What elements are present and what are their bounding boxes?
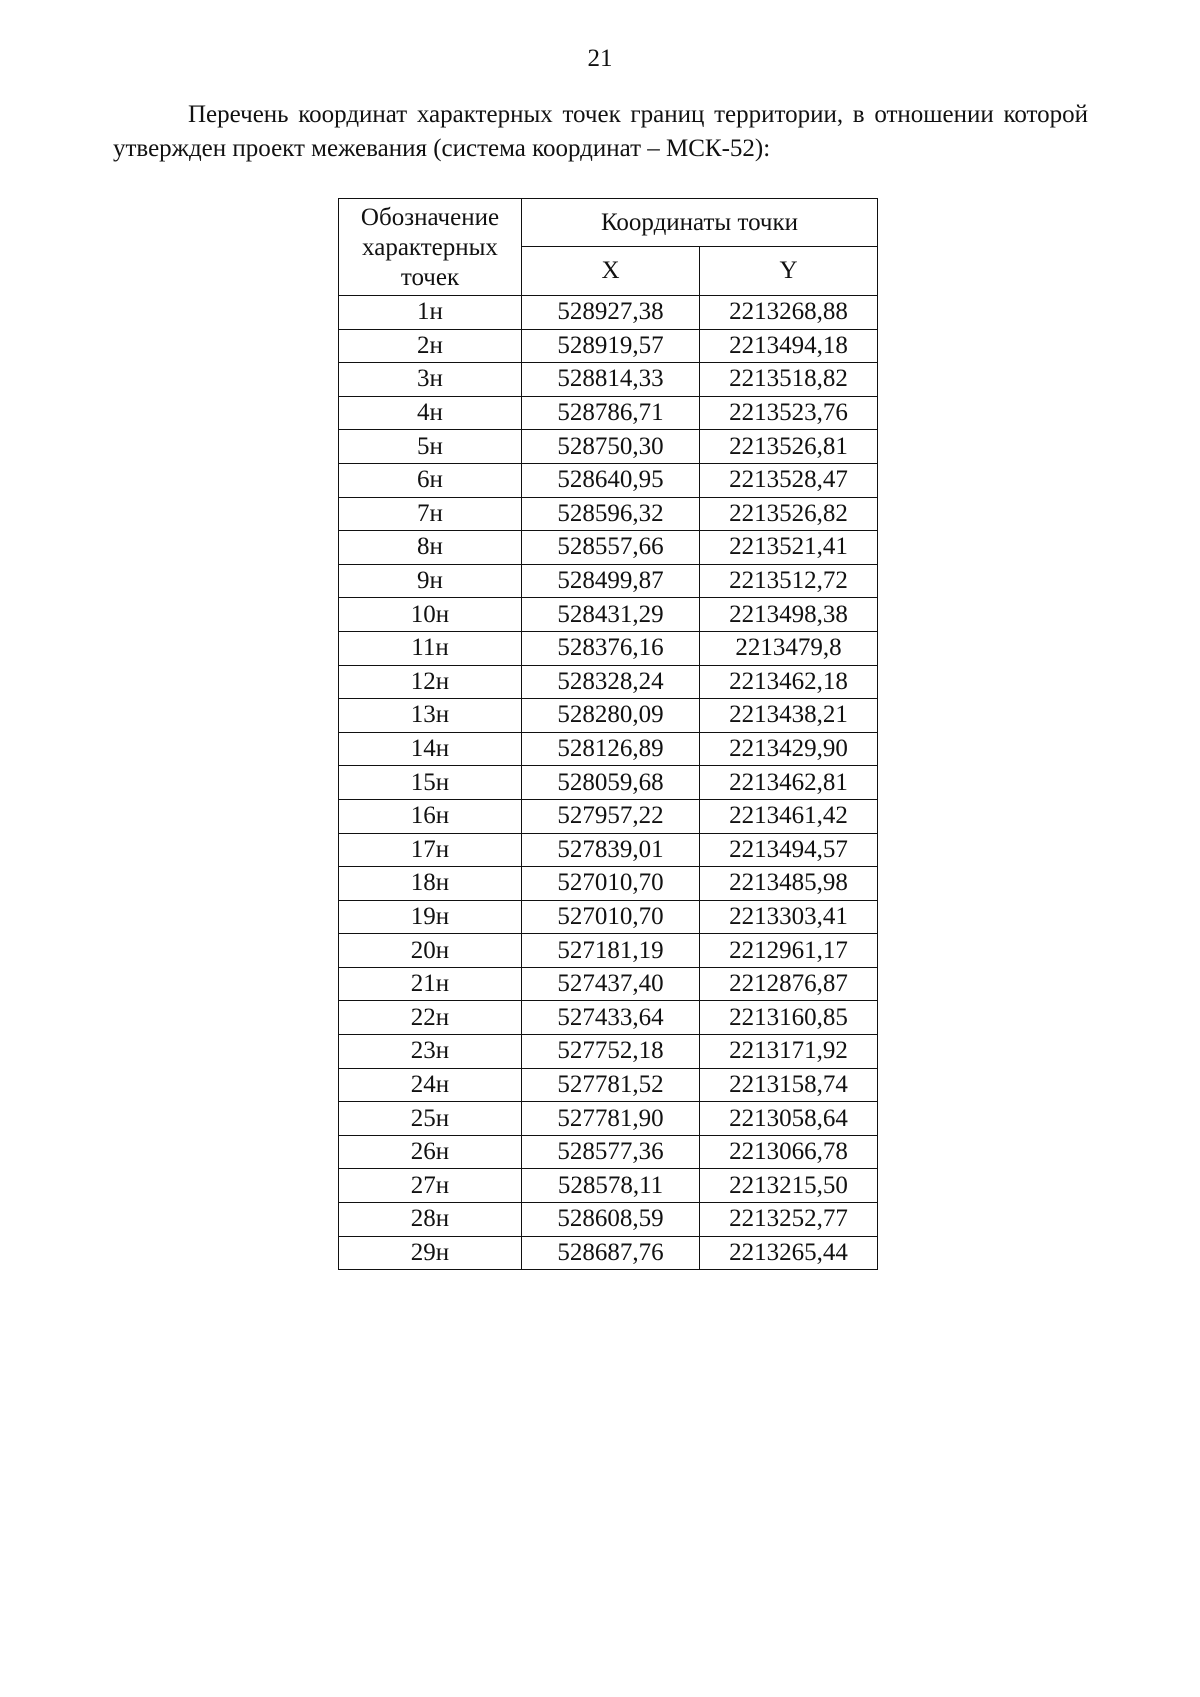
table-row — [339, 1236, 878, 1270]
table-row — [339, 799, 878, 833]
cell-y: 2213066,78 — [700, 1135, 878, 1169]
header-y: Y — [700, 247, 878, 296]
cell-y: 2213429,90 — [700, 732, 878, 766]
cell-x: 528750,30 — [522, 430, 700, 464]
cell-x: 528557,66 — [522, 531, 700, 565]
cell-y: 2213462,18 — [700, 665, 878, 699]
cell-x: 528814,33 — [522, 363, 700, 397]
cell-point: 19н — [339, 900, 522, 934]
cell-y: 2213494,57 — [700, 833, 878, 867]
cell-y: 2213518,82 — [700, 363, 878, 397]
cell-y: 2213523,76 — [700, 396, 878, 430]
intro-paragraph: Перечень координат характерных точек границ территории, в отношении которой утвержден проект межевания (система координат – МСК-52): — [113, 101, 1088, 162]
cell-x: 527433,64 — [522, 1001, 700, 1035]
cell-x: 527181,19 — [522, 934, 700, 968]
table-row — [339, 363, 878, 397]
cell-point: 13н — [339, 699, 522, 733]
cell-x: 528431,29 — [522, 598, 700, 632]
cell-x: 528596,32 — [522, 497, 700, 531]
page-number: 21 — [587, 45, 613, 72]
cell-y: 2213485,98 — [700, 867, 878, 901]
cell-point: 20н — [339, 934, 522, 968]
header-point-designation: Обозначение характерных точек — [339, 199, 522, 296]
table-row — [339, 699, 878, 733]
cell-point: 9н — [339, 564, 522, 598]
cell-x: 527752,18 — [522, 1035, 700, 1069]
cell-point: 7н — [339, 497, 522, 531]
cell-point: 1н — [339, 296, 522, 330]
table-header — [339, 199, 878, 296]
table-row — [339, 531, 878, 565]
cell-y: 2213512,72 — [700, 564, 878, 598]
cell-y: 2213479,8 — [700, 631, 878, 665]
cell-y: 2213461,42 — [700, 799, 878, 833]
cell-x: 527839,01 — [522, 833, 700, 867]
cell-y: 2213158,74 — [700, 1068, 878, 1102]
cell-y: 2213058,64 — [700, 1102, 878, 1136]
cell-y: 2213303,41 — [700, 900, 878, 934]
table-row — [339, 329, 878, 363]
table-row — [339, 564, 878, 598]
cell-y: 2213528,47 — [700, 463, 878, 497]
table-row — [339, 665, 878, 699]
table-row — [339, 1135, 878, 1169]
cell-x: 528577,36 — [522, 1135, 700, 1169]
table-row — [339, 867, 878, 901]
table-row — [339, 900, 878, 934]
cell-y: 2213160,85 — [700, 1001, 878, 1035]
table-row — [339, 934, 878, 968]
table-row — [339, 598, 878, 632]
cell-point: 14н — [339, 732, 522, 766]
header-x: X — [522, 247, 700, 296]
table-row — [339, 833, 878, 867]
cell-y: 2213526,82 — [700, 497, 878, 531]
coordinates-table — [338, 198, 878, 1270]
table-row — [339, 396, 878, 430]
cell-x: 527437,40 — [522, 967, 700, 1001]
cell-point: 17н — [339, 833, 522, 867]
table-row — [339, 1102, 878, 1136]
cell-x: 528640,95 — [522, 463, 700, 497]
cell-point: 24н — [339, 1068, 522, 1102]
cell-point: 3н — [339, 363, 522, 397]
table-row — [339, 631, 878, 665]
cell-point: 8н — [339, 531, 522, 565]
cell-point: 25н — [339, 1102, 522, 1136]
cell-point: 23н — [339, 1035, 522, 1069]
cell-x: 528059,68 — [522, 766, 700, 800]
header-point-coordinates: Координаты точки — [522, 199, 878, 247]
cell-point: 6н — [339, 463, 522, 497]
cell-point: 10н — [339, 598, 522, 632]
cell-x: 528126,89 — [522, 732, 700, 766]
cell-point: 16н — [339, 799, 522, 833]
cell-point: 12н — [339, 665, 522, 699]
cell-x: 528499,87 — [522, 564, 700, 598]
cell-x: 528376,16 — [522, 631, 700, 665]
cell-x: 528608,59 — [522, 1203, 700, 1237]
table-row — [339, 1203, 878, 1237]
cell-y: 2212876,87 — [700, 967, 878, 1001]
cell-x: 527957,22 — [522, 799, 700, 833]
cell-x: 528927,38 — [522, 296, 700, 330]
cell-y: 2213526,81 — [700, 430, 878, 464]
table-row — [339, 1001, 878, 1035]
cell-point: 18н — [339, 867, 522, 901]
cell-point: 11н — [339, 631, 522, 665]
cell-y: 2213438,21 — [700, 699, 878, 733]
cell-point: 28н — [339, 1203, 522, 1237]
cell-point: 22н — [339, 1001, 522, 1035]
cell-x: 528786,71 — [522, 396, 700, 430]
cell-point: 21н — [339, 967, 522, 1001]
cell-x: 528280,09 — [522, 699, 700, 733]
table-row — [339, 463, 878, 497]
cell-y: 2213171,92 — [700, 1035, 878, 1069]
cell-point: 5н — [339, 430, 522, 464]
table-row — [339, 1169, 878, 1203]
cell-x: 528328,24 — [522, 665, 700, 699]
table-row — [339, 497, 878, 531]
cell-point: 26н — [339, 1135, 522, 1169]
table-row — [339, 1035, 878, 1069]
cell-x: 527781,90 — [522, 1102, 700, 1136]
table-row — [339, 1068, 878, 1102]
table-row — [339, 967, 878, 1001]
cell-x: 528919,57 — [522, 329, 700, 363]
cell-point: 15н — [339, 766, 522, 800]
cell-y: 2213521,41 — [700, 531, 878, 565]
cell-y: 2213268,88 — [700, 296, 878, 330]
cell-point: 27н — [339, 1169, 522, 1203]
cell-y: 2213252,77 — [700, 1203, 878, 1237]
header-row-top — [339, 199, 878, 247]
table-row — [339, 732, 878, 766]
table-row — [339, 430, 878, 464]
cell-point: 29н — [339, 1236, 522, 1270]
cell-point: 4н — [339, 396, 522, 430]
table-row — [339, 296, 878, 330]
cell-x: 528578,11 — [522, 1169, 700, 1203]
cell-y: 2213265,44 — [700, 1236, 878, 1270]
cell-y: 2213215,50 — [700, 1169, 878, 1203]
cell-x: 528687,76 — [522, 1236, 700, 1270]
cell-point: 2н — [339, 329, 522, 363]
cell-y: 2213494,18 — [700, 329, 878, 363]
table-body — [339, 296, 878, 1270]
cell-x: 527010,70 — [522, 900, 700, 934]
cell-y: 2213498,38 — [700, 598, 878, 632]
cell-x: 527010,70 — [522, 867, 700, 901]
cell-y: 2213462,81 — [700, 766, 878, 800]
cell-x: 527781,52 — [522, 1068, 700, 1102]
cell-y: 2212961,17 — [700, 934, 878, 968]
table-row — [339, 766, 878, 800]
